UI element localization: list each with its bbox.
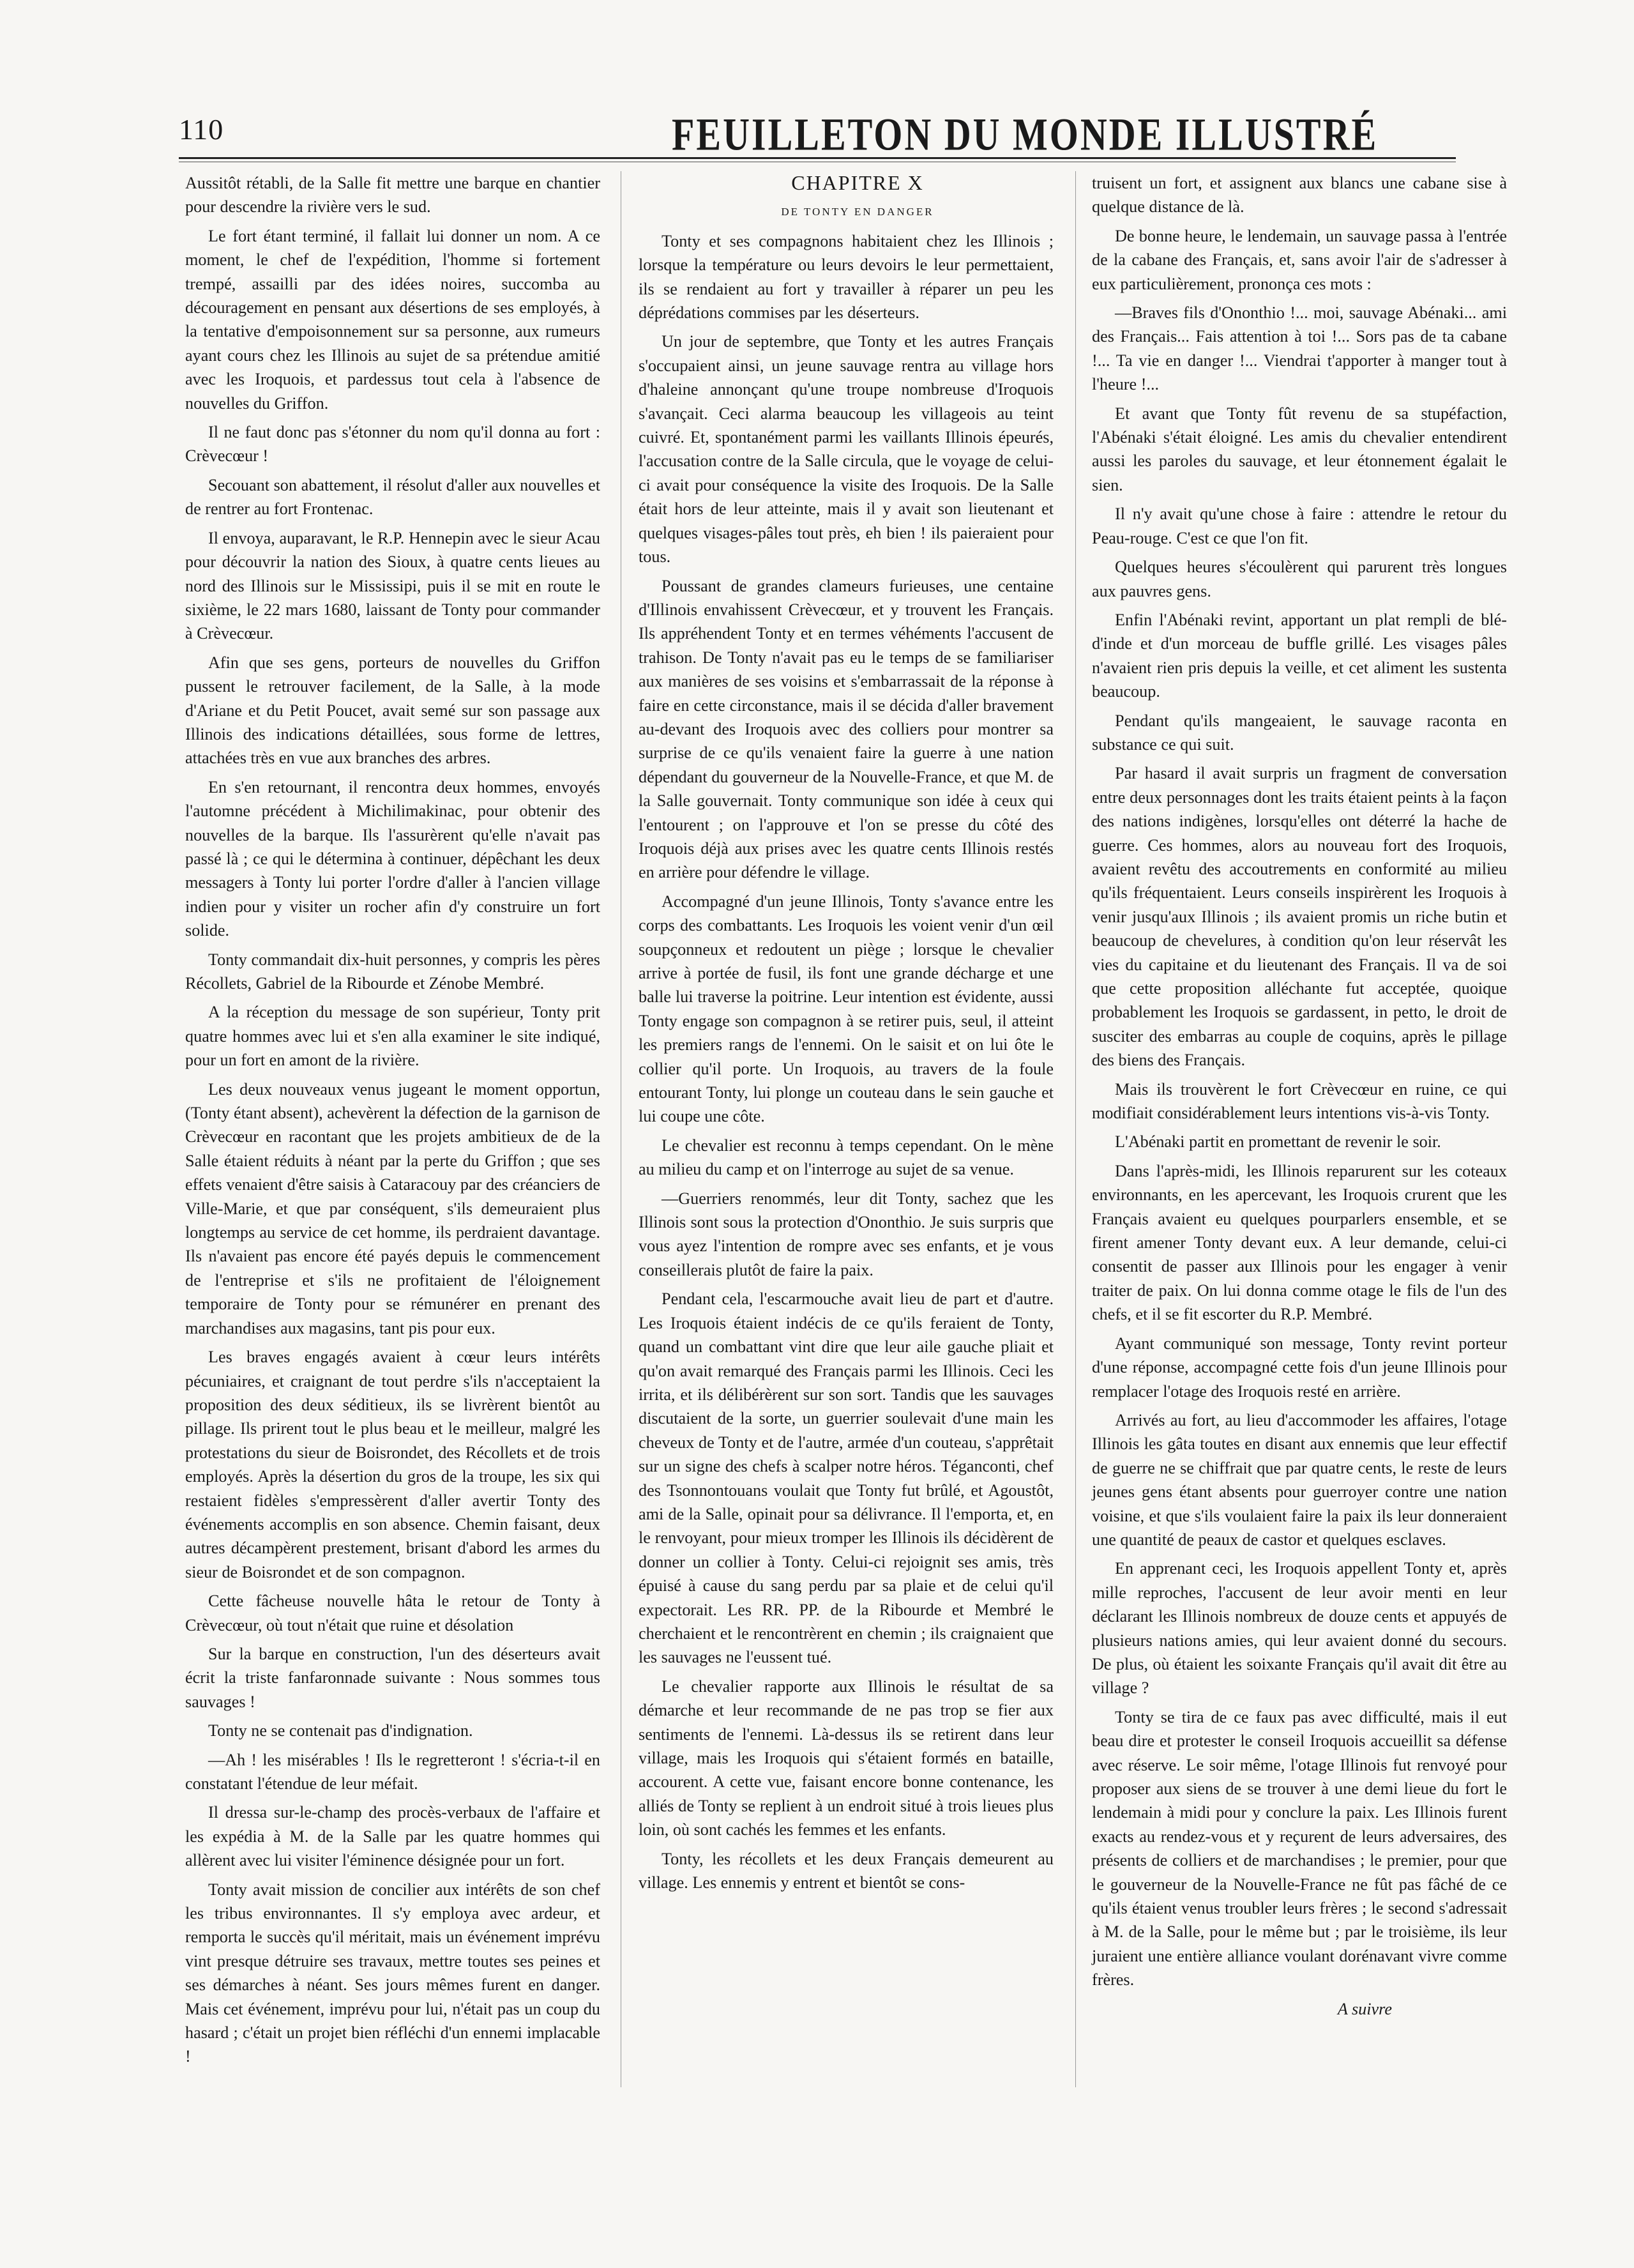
paragraph: Il envoya, auparavant, le R.P. Hennepin avec le sieur Acau pour découvrir la nation des Sioux, à quatre cents lieues au nord des Illinois sur le Mississipi, puis il se mit en route le sixième, le 22 mars 1680, laissant de Tonty pour commander à Crèvecœur. xyxy=(185,528,600,643)
column-divider xyxy=(1075,171,1076,2087)
paragraph: Tonty avait mission de concilier aux intérêts de son chef les tribus environnantes. Il s'y employa avec ardeur, et remporta le succès qu'il méritait, mais un événement imprévu vint presque détruire ses travaux, mettre toutes ses peines et ses démarches à néant. Ses jours mêmes furent en danger. Mais cet événement, imprévu pour lui, n'était pas un coup du hasard ; c'était un projet bien réfléchi d'un ennemi implacable ! xyxy=(185,1880,600,2066)
paragraph: Il n'y avait qu'une chose à faire : attendre le retour du Peau-rouge. C'est ce que l'on fit. xyxy=(1092,505,1507,547)
text-column-3 xyxy=(1092,171,1507,2026)
paragraph: A la réception du message de son supérieur, Tonty prit quatre hommes avec lui et s'en alla examiner le site indiqué, pour un fort en amont de la rivière. xyxy=(185,1003,600,1070)
paragraph: Accompagné d'un jeune Illinois, Tonty s'avance entre les corps des combattants. Les Iroquois les voient venir d'un œil soupçonneux et redoutent un piège ; lorsque le chevalier arrive à portée de fusil, ils font une grande décharge et une balle lui traverse la poitrine. Leur intention est évidente, aussi Tonty engage son compagnon à se retirer puis, seul, il atteint les premiers rangs de l'ennemi. On le saisit et on lui ôte le collier qu'il porte. Un Iroquois, au travers de la foule entourant Tonty, lui plonge un couteau dans le sein gauche et lui coupe une côte. xyxy=(639,892,1054,1126)
paragraph: Secouant son abattement, il résolut d'aller aux nouvelles et de rentrer au fort Frontenac. xyxy=(185,475,600,519)
paragraph: Les deux nouveaux venus jugeant le moment opportun, (Tonty étant absent), achevèrent la défection de la garnison de Crèvecœur en racontant que les projets ambitieux de de la Salle étaient réduits à néant par la perte du Griffon ; que ses effets venaient d'être saisis à Cataracouy par des créanciers de Ville-Marie, et que par conséquent, s'ils demeuraient plus longtemps au service de cet homme, ils perdraient davantage. Ils n'avaient pas encore été payés depuis le commencement de l'entreprise et s'ils ne profitaient de l'éloignement temporaire de Tonty pour se rémunérer en prenant des marchandises aux magasins, tant pis pour eux. xyxy=(185,1079,600,1337)
paragraph: Le chevalier est reconnu à temps cependant. On le mène au milieu du camp et on l'interroge au sujet de sa venue. xyxy=(639,1136,1054,1179)
paragraph: Mais ils trouvèrent le fort Crèvecœur en ruine, ce qui modifiait considérablement leurs intentions vis-à-vis Tonty. xyxy=(1092,1079,1507,1123)
paragraph: Tonty se tira de ce faux pas avec difficulté, mais il eut beau dire et protester le conseil Iroquois accueillit sa défense avec réserve. Le soir même, l'otage Illinois fut renvoyé pour proposer aux siens de se trouver à une demi lieue du fort le lendemain à midi pour y conclure la paix. Les Illinois furent exacts au rendez-vous et y reçurent de leurs adversaires, des présents de colliers et de marchandises ; le premier, pour que le gouverneur de la Nouvelle-France ne fût pas fâché de ce qu'ils étaient venus troubler leurs frères ; le second s'adressait à M. de la Salle, pour le même but ; par le troisième, ils leur juraient une entière alliance voulant dorénavant vivre comme frères. xyxy=(1092,1707,1507,1990)
paragraph: Les braves engagés avaient à cœur leurs intérêts pécuniaires, et craignant de tout perdre s'ils n'acceptaient la proposition des deux séditieux, ils se livrèrent bientôt au pillage. Ils prirent tout le plus beau et le meilleur, malgré les protestations du sieur de Boisrondet, des Récollets et de trois employés. Après la désertion du gros de la troupe, les six qui restaient fidèles s'empressèrent d'aller avertir Tonty des événements accomplis en son absence. Chemin faisant, deux autres décampèrent prestement, brisant d'abord les armes du sieur de Boisrondet et de son compagnon. xyxy=(185,1348,600,1581)
paragraph: truisent un fort, et assignent aux blancs une cabane sise à quelque distance de là. xyxy=(1092,174,1507,217)
page-header xyxy=(179,107,1456,158)
to-be-continued: A suivre xyxy=(1337,1999,1392,2018)
paragraph: L'Abénaki partit en promettant de revenir le soir. xyxy=(1115,1132,1441,1152)
page-number: 110 xyxy=(179,113,224,146)
paragraph: Tonty commandait dix-huit personnes, y compris les pères Récollets, Gabriel de la Ribourde et Zénobe Membré. xyxy=(185,950,600,993)
paragraph: Il dressa sur-le-champ des procès-verbaux de l'affaire et les expédia à M. de la Salle par les quatre hommes qui allèrent avec lui visiter l'éminence désignée pour un fort. xyxy=(185,1803,600,1870)
paragraph: Tonty ne se contenait pas d'indignation. xyxy=(208,1721,473,1740)
paragraph: Afin que ses gens, porteurs de nouvelles du Griffon pussent le retrouver facilement, de la Salle, à la mode d'Ariane et du Petit Poucet, avait semé sur son passage aux Illinois des indications détaillées, sous forme de lettres, attachées très en vue aux branches des arbres. xyxy=(185,653,600,768)
paragraph: Pendant cela, l'escarmouche avait lieu de part et d'autre. Les Iroquois étaient indécis de ce qu'ils feraient de Tonty, quand un combattant vint dire que leur aile gauche pliait et qu'on avait remarqué des Français parmi les Illinois. Ceci les irrita, et ils délibérèrent sur son sort. Tandis que les sauvages discutaient de la sorte, un guerrier soulevait d'une main les cheveux de Tonty et de l'autre, armée d'un couteau, s'apprêtait sur un signe des chefs à scalper notre héros. Téganconti, chef des Tsonnontouans voulait que Tonty fut brûlé, et Agoustôt, ami de la Salle, opinait pour sa délivrance. Il l'emporta, et, en le renvoyant, pour mieux tromper les Illinois ils décidèrent de donner un collier à Tonty. Celui-ci rejoignit ses amis, très épuisé à cause du sang perdu par sa plaie et de celui qu'il expectorait. Les RR. PP. de la Ribourde et Membré le cherchaient et le rencontrèrent en chemin ; ils craignaient que les sauvages ne l'eussent tué. xyxy=(639,1290,1054,1667)
paragraph: Dans l'après-midi, les Illinois reparurent sur les coteaux environnants, en les apercevant, les Iroquois crurent que les Français avaient eu quelques pourparlers ensemble, et se firent amener Tonty devant eux. A leur demande, celui-ci consentit de passer aux Illinois pour les engager à venir traiter de paix. On lui donna comme otage le fils de l'un des chefs, et il se fit escorter du R.P. Membré. xyxy=(1092,1161,1507,1324)
paragraph: En apprenant ceci, les Iroquois appellent Tonty et, après mille reproches, l'accusent de leur avoir menti en leur déclarant les Illinois nombreux de douze cents et appuyés de plusieurs nations amies, qui leur avaient donné du secours. De plus, où étaient les soixante Français qu'il avait dit être au village ? xyxy=(1092,1559,1507,1698)
text-column-1 xyxy=(185,171,600,2074)
paragraph: Sur la barque en construction, l'un des déserteurs avait écrit la triste fanfaronnade suivante : Nous sommes tous sauvages ! xyxy=(185,1644,600,1711)
paragraph: —Guerriers renommés, leur dit Tonty, sachez que les Illinois sont sous la protection d'Ononthio. Je suis surpris que vous ayez l'intention de rompre avec ses enfants, et je vous conseillerais plutôt de faire la paix. xyxy=(639,1189,1054,1279)
header-rule xyxy=(179,157,1456,159)
paragraph: Et avant que Tonty fût revenu de sa stupéfaction, l'Abénaki s'était éloigné. Les amis du chevalier entendirent aussi les paroles du sauvage, et leur étonnement égalait le sien. xyxy=(1092,404,1507,494)
paragraph: Aussitôt rétabli, de la Salle fit mettre une barque en chantier pour descendre la rivière vers le sud. xyxy=(185,174,600,217)
paragraph: Tonty, les récollets et les deux Français demeurent au village. Les ennemis y entrent et bientôt se cons- xyxy=(639,1849,1054,1892)
text-column-2 xyxy=(639,171,1054,1899)
paragraph: Par hasard il avait surpris un fragment de conversation entre deux personnages dont les traits étaient peints à la façon des nations indigènes, lorsqu'elles ont déterré la hache de guerre. Ces hommes, alors au nouveau fort des Iroquois, avaient revêtu des accoutrements en conformité au milieu qu'ils fréquentaient. Leurs conseils inspirèrent les Iroquois à venir jusqu'aux Illinois ; ils avaient promis un riche butin et beaucoup de chevelures, à condition qu'on leur réservât les vies du capitaine et du lieutenant des Français. Il va de soi que cette proposition alléchante fut acceptée, quoique probablement les Iroquois se gardassent, in petto, le droit de susciter des embarras au couple de coquins, après le pillage des biens des Français. xyxy=(1092,764,1507,1070)
paragraph: Ayant communiqué son message, Tonty revint porteur d'une réponse, accompagné cette fois d'un jeune Illinois pour remplacer l'otage des Iroquois resté en arrière. xyxy=(1092,1334,1507,1401)
paragraph: Poussant de grandes clameurs furieuses, une centaine d'Illinois envahissent Crèvecœur, et y trouvent les Français. Ils appréhendent Tonty et en termes véhéments l'accusent de trahison. De Tonty n'avait pas eu le temps de se familiariser aux manières de ses voisins et s'embarrassait de la réponse à faire en cette circonstance, mais il se décida d'aller bravement au-devant des Iroquois avec des colliers pour montrer sa surprise de ce qu'ils venaient faire la guerre à une nation dépendant du gouverneur de la Nouvelle-France, et que M. de la Salle gouvernait. Tonty communique son idée à ceux qui l'entourent ; on l'approuve et l'on se presse du côté des Iroquois déjà aux prises avec les quatre cents Illinois restés en arrière pour défendre le village. xyxy=(639,576,1054,882)
paragraph: Un jour de septembre, que Tonty et les autres Français s'occupaient ainsi, un jeune sauvage rentra au village hors d'haleine annonçant qu'une troupe nombreuse d'Iroquois s'avançait. Ceci alarma beaucoup les villageois au teint cuivré. Et, spontanément parmi les vaillants Illinois épeurés, l'accusation contre de la Salle circula, que le voyage de celui-ci avait pour conséquence la visite des Iroquois. De la Salle était hors de leur atteinte, mais il y avait son lieutenant et quelques visages-pâles tout près, eh bien ! ils paieraient pour tous. xyxy=(639,332,1054,567)
paragraph: —Ah ! les misérables ! Ils le regretteront ! s'écria-t-il en constatant l'étendue de leur méfait. xyxy=(185,1750,600,1793)
paragraph: Tonty et ses compagnons habitaient chez les Illinois ; lorsque la température ou leurs devoirs le leur permettaient, ils se rendaient au fort y travailler à réparer un peu les déprédations commises par les déserteurs. xyxy=(639,231,1054,323)
paragraph: Quelques heures s'écoulèrent qui parurent très longues aux pauvres gens. xyxy=(1092,558,1507,600)
masthead-title: FEUILLETON DU MONDE ILLUSTRÉ xyxy=(672,108,1379,160)
paragraph: Il ne faut donc pas s'étonner du nom qu'il donna au fort : Crèvecœur ! xyxy=(185,423,600,466)
paragraph: Arrivés au fort, au lieu d'accommoder les affaires, l'otage Illinois les gâta toutes en disant aux ennemis que leur effectif de guerre ne se chiffrait que par quatre cents, le reste de leurs jeunes gens étant absents pour guerroyer contre une nation voisine, et que s'ils voulaient faire la paix ils leur donneraient une quantité de peaux de castor et quelques esclaves. xyxy=(1092,1410,1507,1549)
paragraph: Pendant qu'ils mangeaient, le sauvage raconta en substance ce qui suit. xyxy=(1092,711,1507,754)
paragraph: —Braves fils d'Ononthio !... moi, sauvage Abénaki... ami des Français... Fais attention à toi !... Sors pas de ta cabane !... Ta vie en danger !... Viendrai t'apporter à manger tout à l'heure !... xyxy=(1092,303,1507,394)
chapter-subtitle: DE TONTY EN DANGER xyxy=(781,206,934,218)
paragraph: Le fort étant terminé, il fallait lui donner un nom. A ce moment, le chef de l'expédition, l'homme si fortement trempé, assailli par des idées noires, succomba au découragement en pensant aux désertions de ses employés, à la tentative d'empoisonnement sur sa personne, aux rumeurs ayant cours chez les Illinois au sujet de sa prétendue amitié avec les Iroquois, et pardessus tout cela à l'absence de nouvelles du Griffon. xyxy=(185,226,600,413)
paragraph: Cette fâcheuse nouvelle hâta le retour de Tonty à Crèvecœur, où tout n'était que ruine et désolation xyxy=(185,1592,600,1634)
chapter-title: CHAPITRE X xyxy=(791,171,924,194)
paragraph: De bonne heure, le lendemain, un sauvage passa à l'entrée de la cabane des Français, et, sans avoir l'air de s'adresser à eux particulièrement, prononça ces mots : xyxy=(1092,226,1507,293)
paragraph: En s'en retournant, il rencontra deux hommes, envoyés l'automne précédent à Michilimakinac, pour obtenir des nouvelles de la barque. Ils l'assurèrent qu'elle n'avait pas passé là ; ce qui le détermina à continuer, dépêchant les deux messagers à Tonty lui porter l'ordre d'aller à l'ancien village indien pour y visiter un rocher afin d'y construire un fort solide. xyxy=(185,777,600,940)
paragraph: Enfin l'Abénaki revint, apportant un plat rempli de blé-d'inde et d'un morceau de buffle grillé. Les visages pâles n'avaient rien pris depuis la veille, et cet aliment les sustenta beaucoup. xyxy=(1092,610,1507,701)
paragraph: Le chevalier rapporte aux Illinois le résultat de sa démarche et leur recommande de ne pas trop se fier aux sentiments de l'ennemi. Là-dessus ils se retirent dans leur village, mais les Iroquois qui s'étaient formés en bataille, accourent. A cette vue, faisant encore bonne contenance, les alliés de Tonty se replient à un endroit situé à trois lieues plus loin, où sont cachés les femmes et les enfants. xyxy=(639,1677,1054,1839)
